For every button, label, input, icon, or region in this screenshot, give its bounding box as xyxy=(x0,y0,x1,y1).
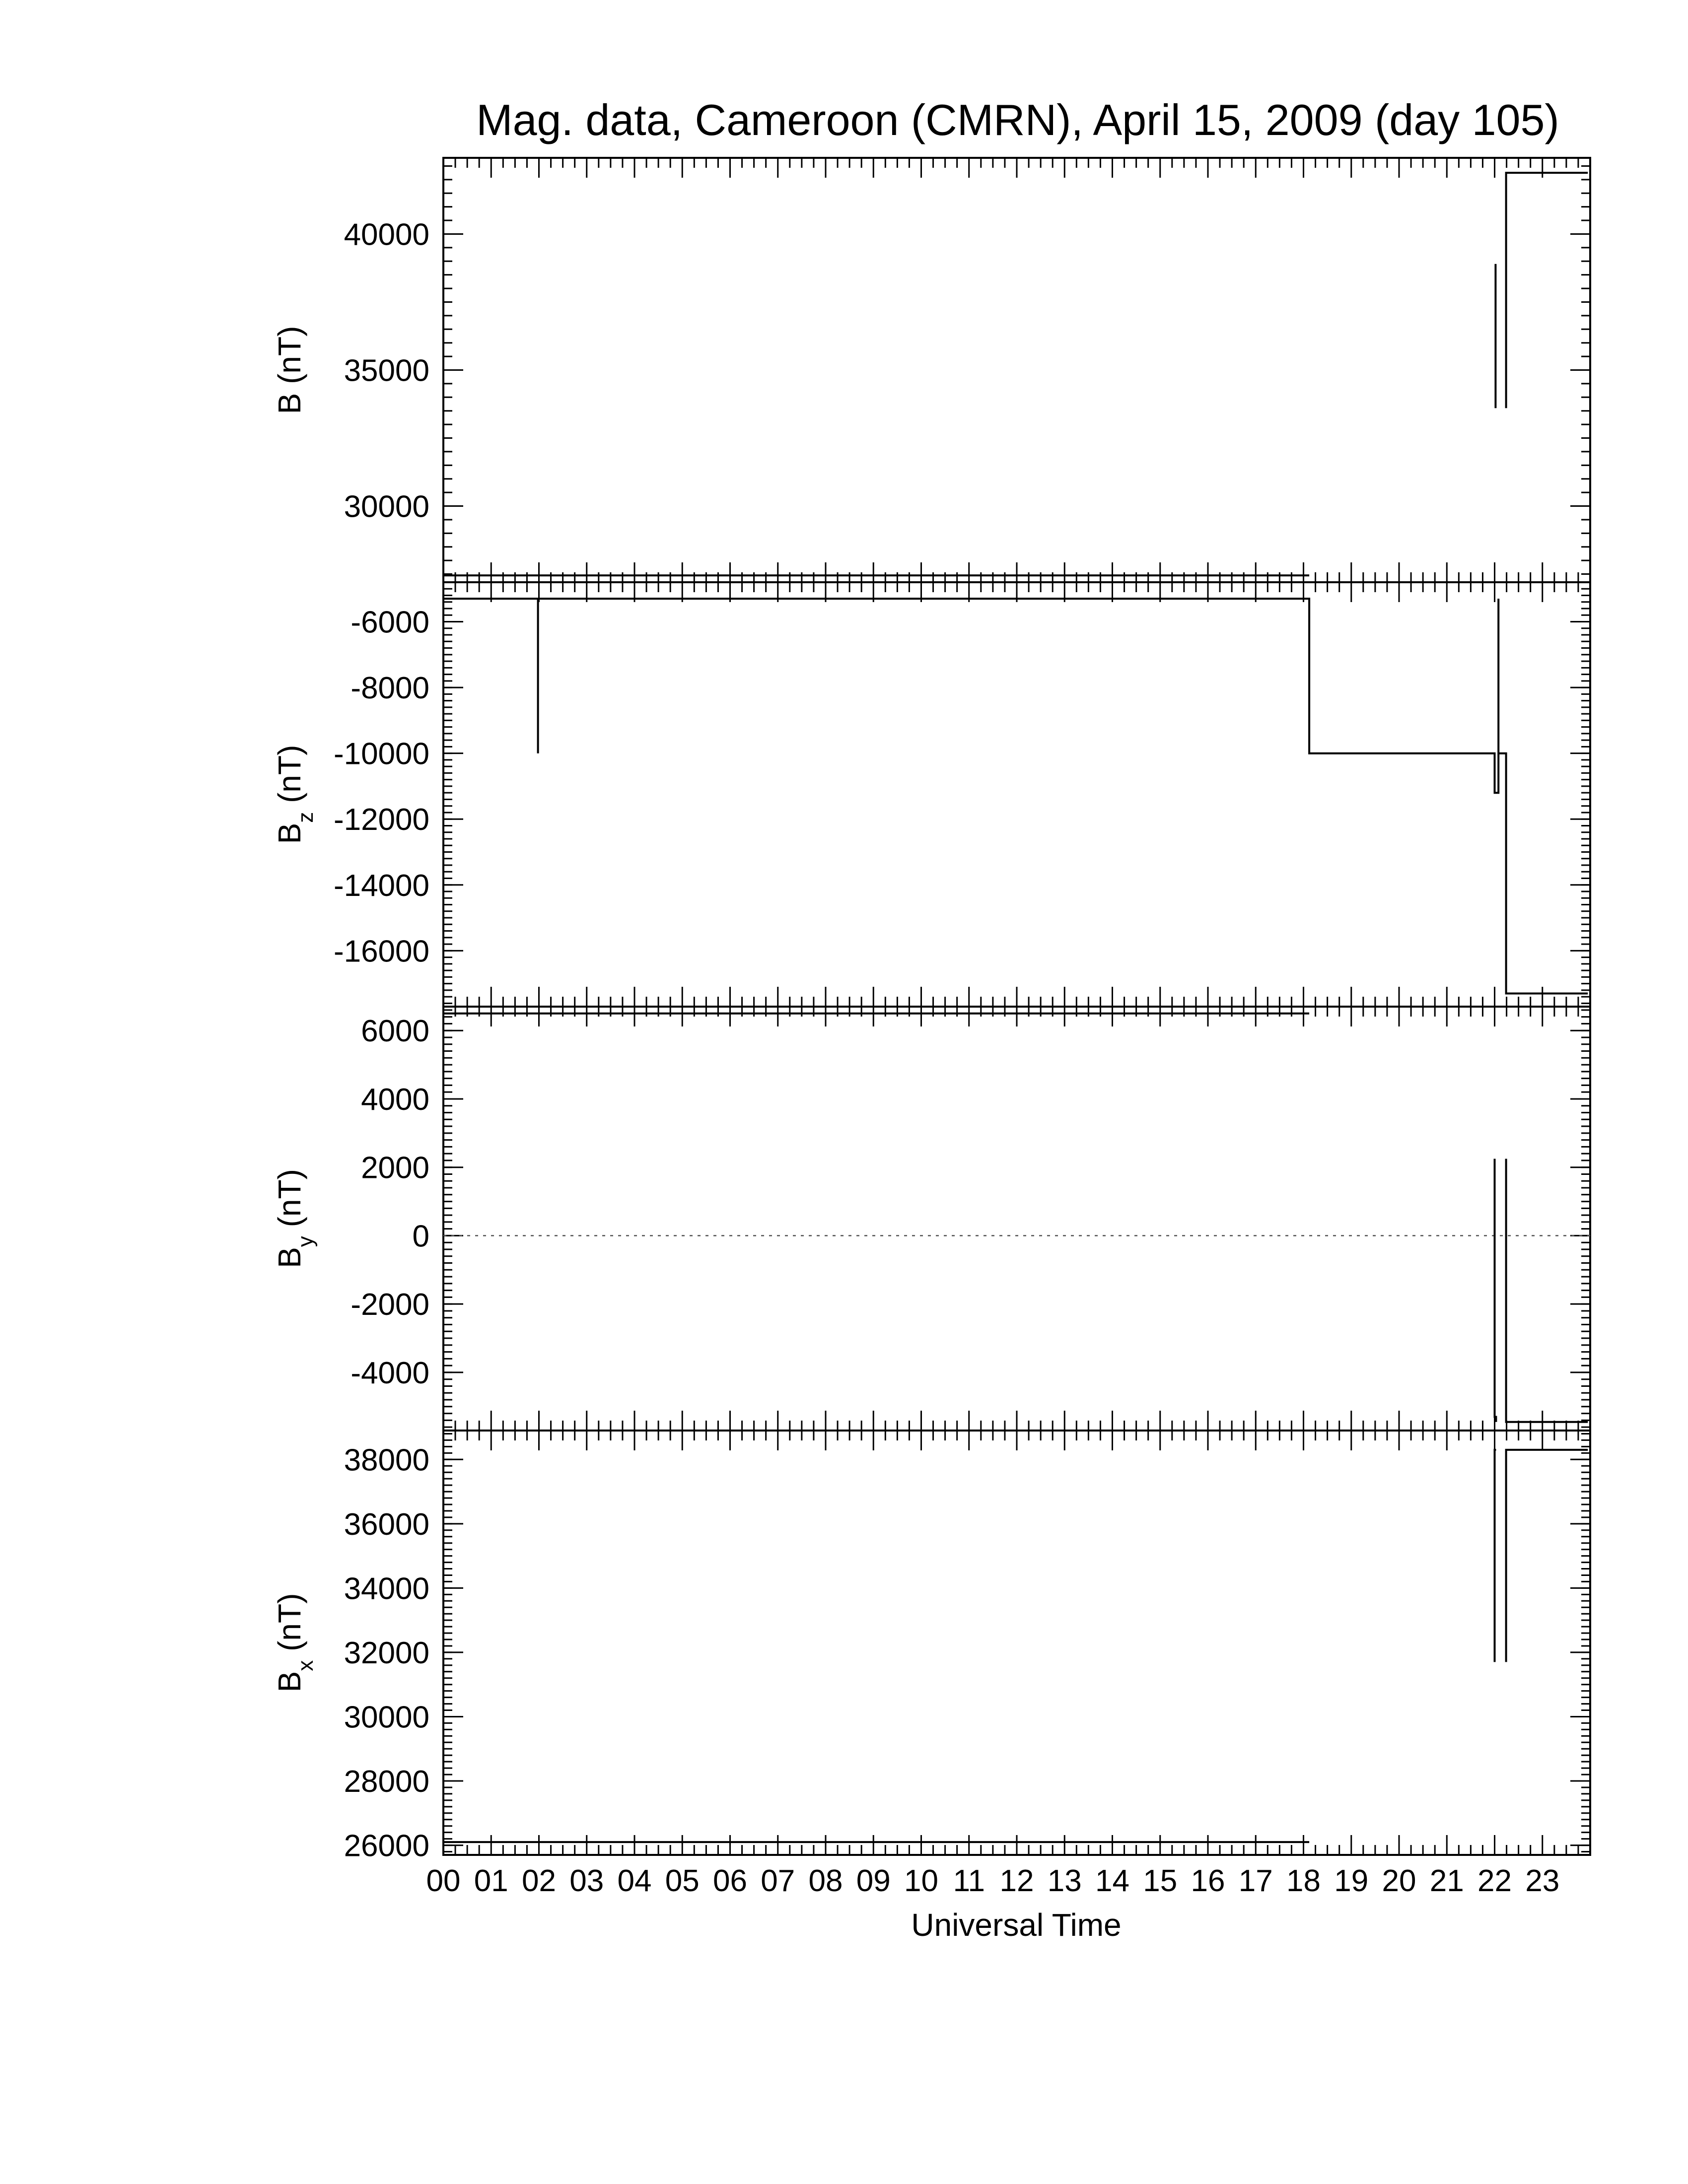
x-tick-label: 14 xyxy=(1095,1864,1129,1898)
x-tick-label: 01 xyxy=(474,1864,508,1898)
y-tick-label: 34000 xyxy=(344,1571,429,1606)
panel-frame xyxy=(443,582,1590,1007)
y-axis-label-main: B xyxy=(272,393,307,414)
x-tick-label: 04 xyxy=(617,1864,652,1898)
y-tick-label: -10000 xyxy=(333,737,429,771)
y-tick-label: 30000 xyxy=(344,1700,429,1735)
panel-B xyxy=(272,158,1590,582)
series-line-By xyxy=(443,1014,1588,1422)
series-line-Bz xyxy=(443,599,1588,993)
series-line-Bx xyxy=(443,1450,1588,1842)
panel-frame xyxy=(443,1431,1590,1855)
y-tick-label: -2000 xyxy=(351,1288,429,1322)
y-axis-label-main: B xyxy=(272,822,307,844)
y-tick-label: 28000 xyxy=(344,1765,429,1799)
y-axis-label xyxy=(272,1593,318,1693)
y-axis-label xyxy=(272,745,318,844)
x-tick-label: 07 xyxy=(761,1864,795,1898)
y-tick-label: 40000 xyxy=(344,217,429,252)
y-tick-label: -16000 xyxy=(333,934,429,969)
y-axis-label-unit: (nT) xyxy=(272,745,307,812)
y-axis-label-subscript: y xyxy=(293,1236,318,1247)
y-axis-label-unit: (nT) xyxy=(272,1169,307,1236)
series-line-B xyxy=(443,173,1588,575)
panel-Bx xyxy=(272,1431,1590,1863)
x-tick-label: 13 xyxy=(1047,1864,1082,1898)
x-tick-label: 08 xyxy=(808,1864,843,1898)
x-tick-label: 19 xyxy=(1334,1864,1369,1898)
y-tick-label: 32000 xyxy=(344,1636,429,1670)
y-tick-label: -12000 xyxy=(333,803,429,837)
y-axis-label-subscript: z xyxy=(293,812,318,823)
y-axis-label-unit: (nT) xyxy=(272,1593,307,1660)
x-axis-label: Universal Time xyxy=(911,1907,1122,1943)
y-tick-label: 2000 xyxy=(361,1151,429,1185)
x-tick-label: 12 xyxy=(999,1864,1034,1898)
x-tick-label: 09 xyxy=(856,1864,891,1898)
x-tick-label: 05 xyxy=(665,1864,700,1898)
panels-layer xyxy=(272,158,1590,1863)
panel-Bz xyxy=(272,582,1590,1007)
y-axis-label-subscript: x xyxy=(293,1660,318,1671)
y-axis-label-main: B xyxy=(272,1247,307,1268)
x-tick-label: 22 xyxy=(1477,1864,1512,1898)
y-tick-label: 26000 xyxy=(344,1829,429,1863)
y-tick-label: 0 xyxy=(412,1219,429,1254)
chart-title: Mag. data, Cameroon (CMRN), April 15, 2009 (day 105) xyxy=(476,95,1559,144)
y-tick-label: -6000 xyxy=(351,605,429,640)
x-tick-label: 02 xyxy=(522,1864,556,1898)
y-tick-label: 36000 xyxy=(344,1507,429,1542)
x-tick-label: 10 xyxy=(904,1864,938,1898)
y-axis-label xyxy=(272,326,307,414)
y-tick-label: 6000 xyxy=(361,1014,429,1049)
y-tick-label: -14000 xyxy=(333,868,429,903)
panel-By xyxy=(272,1007,1590,1431)
x-tick-label: 06 xyxy=(713,1864,747,1898)
x-tick-label: 20 xyxy=(1382,1864,1416,1898)
x-tick-label: 21 xyxy=(1429,1864,1464,1898)
y-tick-label: 30000 xyxy=(344,489,429,524)
x-tick-label: 00 xyxy=(426,1864,461,1898)
y-axis-label-main: B xyxy=(272,1671,307,1693)
panel-frame xyxy=(443,158,1590,582)
x-tick-label: 15 xyxy=(1143,1864,1178,1898)
x-tick-label: 16 xyxy=(1191,1864,1225,1898)
y-axis-label xyxy=(272,1169,318,1268)
y-tick-label: 35000 xyxy=(344,353,429,388)
x-tick-label: 23 xyxy=(1525,1864,1560,1898)
x-tick-label: 18 xyxy=(1286,1864,1321,1898)
y-tick-label: 4000 xyxy=(361,1082,429,1117)
y-axis-label-unit: (nT) xyxy=(272,326,307,393)
x-axis xyxy=(426,1864,1560,1898)
x-tick-label: 03 xyxy=(569,1864,604,1898)
y-tick-label: -8000 xyxy=(351,671,429,706)
x-tick-label: 11 xyxy=(953,1864,985,1898)
y-tick-label: -4000 xyxy=(351,1356,429,1390)
panel-frame xyxy=(443,1007,1590,1431)
x-tick-label: 17 xyxy=(1238,1864,1273,1898)
y-tick-label: 38000 xyxy=(344,1443,429,1478)
